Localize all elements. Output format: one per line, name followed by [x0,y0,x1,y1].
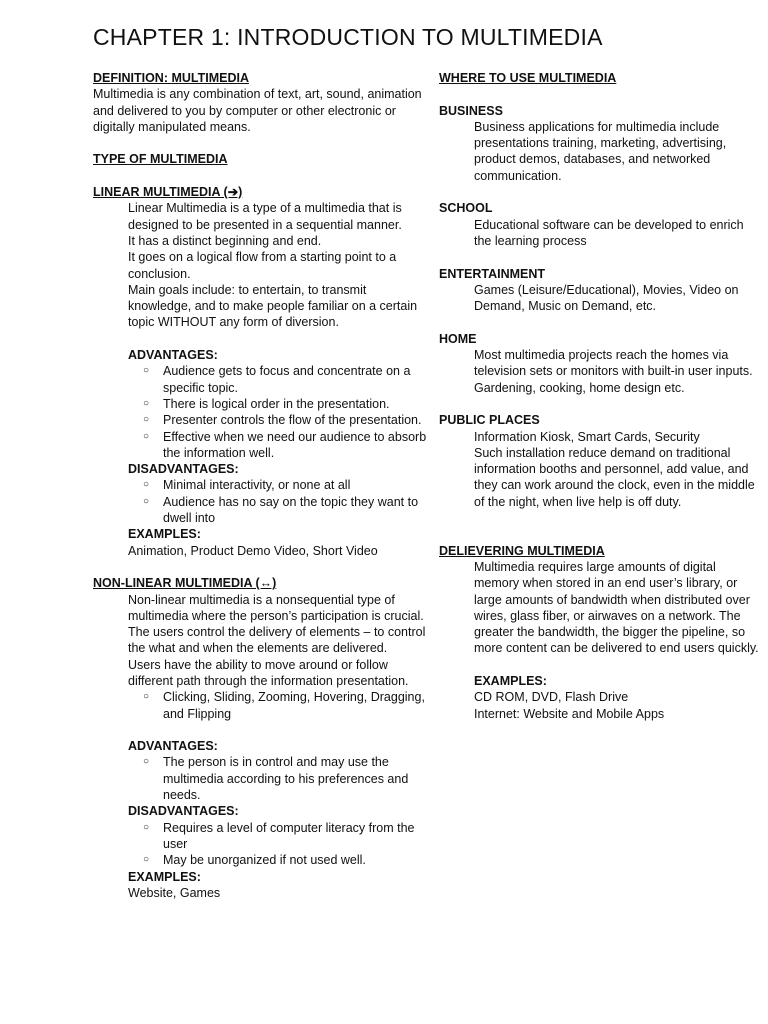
entertainment-text: Games (Leisure/Educational), Movies, Video on Demand, Music on Demand, etc. [474,282,739,314]
where-heading: WHERE TO USE MULTIMEDIA [439,71,617,85]
public-places-label: PUBLIC PLACES [439,413,540,428]
definition-text: Multimedia is any combination of text, art, sound, animation and delivered to you by computer or other electronic or digitally manipulated means. [93,87,422,134]
nonlinear-examples-label: EXAMPLES: [128,869,201,884]
list-item: ○ Clicking, Sliding, Zooming, Hovering, Dragging, and Flipping [163,689,433,722]
school-label: SCHOOL [439,201,493,216]
nonlinear-paragraph: Users have the ability to move around or follow different path through the information presentation. [128,657,409,688]
public-places-text: Information Kiosk, Smart Cards, Security [474,429,700,444]
linear-paragraph: Linear Multimedia is a type of a multimedia that is designed to be presented in a sequential manner. [128,201,402,232]
home-text: Most multimedia projects reach the homes via television sets or monitors with built-in user inputs. [474,348,753,379]
page-title: CHAPTER 1: INTRODUCTION TO MULTIMEDIA [93,24,603,50]
nonlinear-disadvantages-label: DISADVANTAGES: [128,804,239,819]
linear-examples-text: Animation, Product Demo Video, Short Video [128,543,378,558]
nonlinear-heading: NON-LINEAR MULTIMEDIA (↔) [93,576,277,591]
linear-advantages-label: ADVANTAGES: [128,348,218,363]
linear-disadvantages-label: DISADVANTAGES: [128,462,239,477]
linear-paragraph: Main goals include: to entertain, to transmit knowledge, and to make people familiar on a certain topic WITHOUT any form of diversion. [128,282,418,330]
delivering-heading: DELIEVERING MULTIMEDIA [439,543,605,558]
nonlinear-interactions-list [93,689,433,722]
school-text: Educational software can be developed to enrich the learning process [474,217,744,248]
delivering-text: Multimedia requires large amounts of digital memory when stored in an end user’s library, or large amounts of bandwidth when distributed over wires, glass fiber, or airwaves on a network. The greater the bandwidth, the bigger the pipeline, so more content can be delivered to end users quickly. [474,559,759,656]
public-places-text: Such installation reduce demand on traditional information booths and personnel, add value, and they can work around the clock, even in the middle of the night, when live help is off duty. [474,445,755,509]
nonlinear-body [93,592,433,690]
nonlinear-advantages-label: ADVANTAGES: [128,739,218,754]
list-item: ○ There is logical order in the presentation. [163,396,433,412]
linear-heading: LINEAR MULTIMEDIA (➔) [93,185,243,200]
delivering-examples-label: EXAMPLES: [474,673,547,688]
home-label: HOME [439,331,477,346]
delivering-examples-text: Internet: Website and Mobile Apps [474,706,665,721]
home-text: Gardening, cooking, home design etc. [474,380,685,395]
linear-examples-label: EXAMPLES: [128,527,201,542]
list-item: ○ Effective when we need our audience to absorb the information well. [163,429,433,462]
business-text: Business applications for multimedia include presentations training, marketing, advertising, product demos, databases, and networked communication. [474,119,727,183]
nonlinear-paragraph: Non-linear multimedia is a nonsequential type of multimedia where the person’s participation is crucial. [128,592,424,623]
nonlinear-paragraph: The users control the delivery of elements – to control the what and when the elements are delivered. [128,625,426,656]
list-item: ○ May be unorganized if not used well. [163,852,433,868]
list-item: ○ Audience gets to focus and concentrate on a specific topic. [163,363,433,396]
list-item: ○ Presenter controls the flow of the presentation. [163,412,433,428]
list-item: ○ Requires a level of computer literacy from the user [163,820,433,853]
left-column [93,70,433,901]
linear-body [93,200,433,363]
business-label: BUSINESS [439,103,503,118]
linear-disadvantages-list [93,477,433,526]
entertainment-label: ENTERTAINMENT [439,266,546,281]
right-column [439,70,764,722]
list-item: ○ Audience has no say on the topic they want to dwell into [163,494,433,527]
linear-advantages-list [93,363,433,461]
linear-paragraph: It has a distinct beginning and end. [128,233,322,248]
linear-paragraph: It goes on a logical flow from a starting point to a conclusion. [128,250,397,281]
definition-heading: DEFINITION: MULTIMEDIA [93,71,249,85]
nonlinear-advantages-list [93,754,433,803]
list-item: ○ Minimal interactivity, or none at all [163,477,433,493]
delivering-examples-text: CD ROM, DVD, Flash Drive [474,690,629,705]
list-item: ○ The person is in control and may use the multimedia according to his preferences and needs. [163,754,433,803]
nonlinear-examples-text: Website, Games [128,885,221,900]
nonlinear-disadvantages-list [93,820,433,869]
types-heading: TYPE OF MULTIMEDIA [93,152,228,167]
